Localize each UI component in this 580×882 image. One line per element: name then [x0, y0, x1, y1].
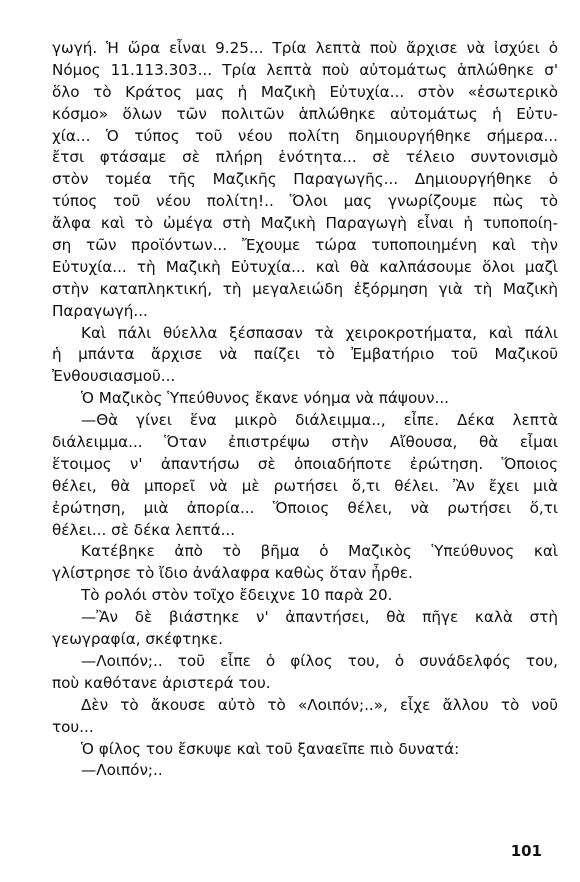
- text-line: γωγή. Ἡ ὥρα εἶναι 9.25... Τρία λεπτὰ ποὺ ἄρχισε νὰ ἰσχύει ὁ: [52, 39, 558, 57]
- text-line: διάλειμμα... Ὅταν ἐπιστρέψω στὴν Αἴθουσα, θὰ εἶμαι: [52, 433, 558, 452]
- page-number: 101: [510, 842, 542, 860]
- text-line: Παραγωγή...: [52, 301, 148, 320]
- text-line: Ὁ φίλος του ἔσκυψε καὶ τοῦ ξαναεῖπε πιὸ δυνατά:: [81, 739, 460, 758]
- text-line: Κατέβηκε ἀπὸ τὸ βῆμα ὁ Μαζικὸς Ὑπεύθυνος καὶ: [81, 542, 558, 561]
- text-line: ἔτσι φτάσαμε σὲ πλήρη ἑνότητα... σὲ τέλειο συντονισμὸ: [52, 148, 558, 167]
- text-line: ἄλφα καὶ τὸ ὠμέγα στὴ Μαζικὴ Παραγωγὴ εἶναι ἡ τυποποίη-: [52, 214, 558, 233]
- text-line: Εὐτυχία... τὴ Μαζικὴ Εὐτυχία... καὶ θὰ καλπάσουμε ὅλοι μαζὶ: [52, 257, 558, 276]
- text-line: τύπος τοῦ νέου πολίτη!.. Ὅλοι μας γνωρίζουμε πὼς τὸ: [52, 192, 558, 211]
- text-line: —Λοιπόν;.. τοῦ εἶπε ὁ φίλος του, ὁ συνάδελφός του,: [81, 651, 558, 670]
- text-line: γεωγραφία, σκέφτηκε.: [52, 630, 223, 649]
- text-line: ἡ μπάντα ἄρχισε νὰ παίζει τὸ Ἐμβατήριο τοῦ Μαζικοῦ: [52, 345, 558, 364]
- text-line: γλίστρησε τὸ ἴδιο ἀνάλαφρα καθὼς ὅταν ἦρθε.: [52, 564, 413, 583]
- text-line: στὸν τομέα τῆς Μαζικῆς Παραγωγῆς... Δημιουργήθηκε ὁ: [52, 170, 558, 189]
- text-line: του...: [52, 717, 94, 736]
- text-line: ση τῶν προϊόντων... Ἔχουμε τώρα τυποποιημένη καὶ τὴν: [52, 236, 558, 255]
- text-line: ἐρώτηση, μιὰ ἀπορία... Ὅποιος θέλει, νὰ ρωτήσει ὅ,τι: [52, 498, 558, 517]
- text-line: θέλει, θὰ μπορεῖ νὰ μὲ ρωτήσει ὅ,τι θέλει. Ἂν ἔχει μιὰ: [52, 476, 558, 495]
- text-line: —Ἂν δὲ βιάστηκε ν' ἀπαντήσει, θὰ πῆγε καλὰ στὴ: [81, 608, 558, 627]
- text-line: Καὶ πάλι θύελλα ξέσπασαν τὰ χειροκροτήματα, καὶ πάλι: [81, 323, 558, 342]
- text-line: Ἐνθουσιασμοῦ...: [52, 367, 176, 386]
- text-line: κόσμο» ὅλων τῶν πολιτῶν ἁπλώθηκε αὐτομάτως ἡ Εὐτυ-: [52, 104, 558, 123]
- text-line: Δὲν τὸ ἄκουσε αὐτὸ τὸ «Λοιπόν;..», εἶχε ἄλλου τὸ νοῦ: [81, 695, 558, 714]
- text-line: ἕτοιμος ν' ἀπαντήσω σὲ ὁποιαδήποτε ἐρώτηση. Ὅποιος: [52, 454, 558, 473]
- text-line: θέλει... σὲ δέκα λεπτά...: [52, 520, 236, 539]
- text-line: ποὺ καθότανε ἀριστερά του.: [52, 673, 271, 692]
- text-line: Ὁ Μαζικὸς Ὑπεύθυνος ἔκανε νόημα νὰ πάψουν...: [81, 389, 449, 408]
- text-line: —Λοιπόν;..: [81, 761, 163, 780]
- text-line: ὅλο τὸ Κράτος μας ἡ Μαζικὴ Εὐτυχία... στὸν «ἐσωτερικὸ: [52, 82, 558, 101]
- text-line: στὴν καταπληκτική, τὴ μεγαλειώδη ἐξόρμηση γιὰ τὴ Μαζικὴ: [52, 279, 558, 298]
- text-line: Τὸ ρολόι στὸν τοῖχο ἔδειχνε 10 παρὰ 20.: [81, 586, 393, 605]
- text-line: —Θὰ γίνει ἕνα μικρὸ διάλειμμα.., εἶπε. Δέκα λεπτὰ: [81, 411, 558, 430]
- text-line: Νόμος 11.113.303... Τρία λεπτὰ ποὺ αὐτομάτως ἁπλώθηκε σ': [52, 60, 558, 79]
- text-line: χία... Ὁ τύπος τοῦ νέου πολίτη δημιουργήθηκε σήμερα...: [52, 126, 558, 145]
- body-text: [52, 38, 558, 782]
